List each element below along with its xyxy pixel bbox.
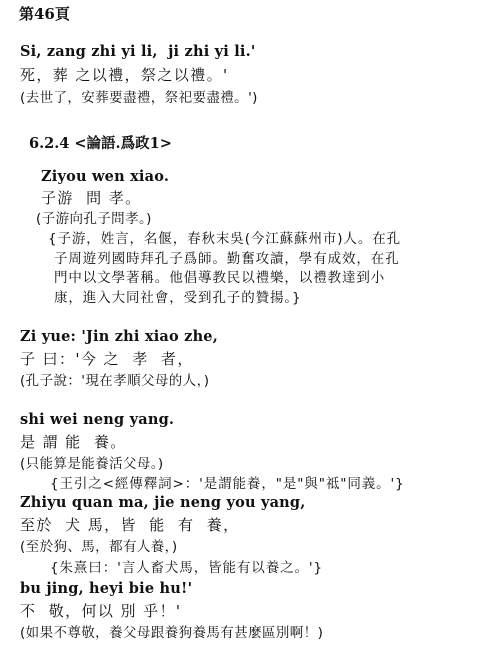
chinese-line: 至於 犬 馬，皆 能 有 養，	[20, 516, 240, 534]
chinese-line: 子游 問 孝。	[41, 189, 142, 207]
chinese-line: 不 敬，何以 別 乎！'	[20, 602, 182, 620]
commentary-note-line: {子游，姓言，名偃，春秋末吳(今江蘇蘇州市)人。在孔	[48, 231, 402, 247]
page-number: 第46頁	[19, 5, 70, 23]
translation-line: (如果不尊敬，養父母跟養狗養馬有甚麼區別啊！)	[20, 625, 324, 641]
pinyin-line: bu jing, heyi bie hu!'	[20, 580, 193, 597]
translation-line: (子游向孔子問孝。)	[36, 211, 152, 227]
pinyin-line: Zhiyu quan ma, jie neng you yang,	[20, 494, 306, 511]
pinyin-line: Ziyou wen xiao.	[41, 168, 170, 185]
commentary-note-line: {朱熹曰：'言人畜犬馬，皆能有以養之。'}	[50, 560, 323, 576]
pinyin-line: Si, zang zhi yi li, ji zhi yi li.'	[20, 43, 256, 60]
pinyin-line: shi wei neng yang.	[20, 411, 175, 428]
chinese-line: 子 曰：'今 之 孝 者，	[20, 350, 194, 368]
chinese-line: 死，葬 之以禮，祭之以禮。'	[20, 66, 229, 84]
commentary-note-line: {王引之<經傳釋詞>：'是謂能養，"是"與"祗"同義。'}	[50, 476, 405, 492]
chinese-line: 是 謂 能 養。	[20, 433, 127, 451]
translation-line: (孔子說：'現在孝順父母的人，)	[20, 373, 210, 389]
commentary-note-line: 門中以文學著稱。他倡導教民以禮樂，以禮教達到小	[54, 270, 386, 286]
section-title: 6.2.4 <論語.爲政1>	[29, 135, 172, 152]
translation-line: (去世了，安葬要盡禮，祭祀要盡禮。')	[20, 90, 258, 106]
translation-line: (至於狗、馬，都有人養，)	[20, 539, 178, 555]
commentary-note-line: 康，進入大同社會，受到孔子的贊揚。}	[54, 290, 302, 306]
commentary-note-line: 子周遊列國時拜孔子爲師。勤奮攻讀，學有成效，在孔	[54, 251, 400, 267]
translation-line: (只能算是能養活父母。)	[20, 456, 164, 472]
pinyin-line: Zi yue: 'Jin zhi xiao zhe,	[20, 328, 218, 345]
